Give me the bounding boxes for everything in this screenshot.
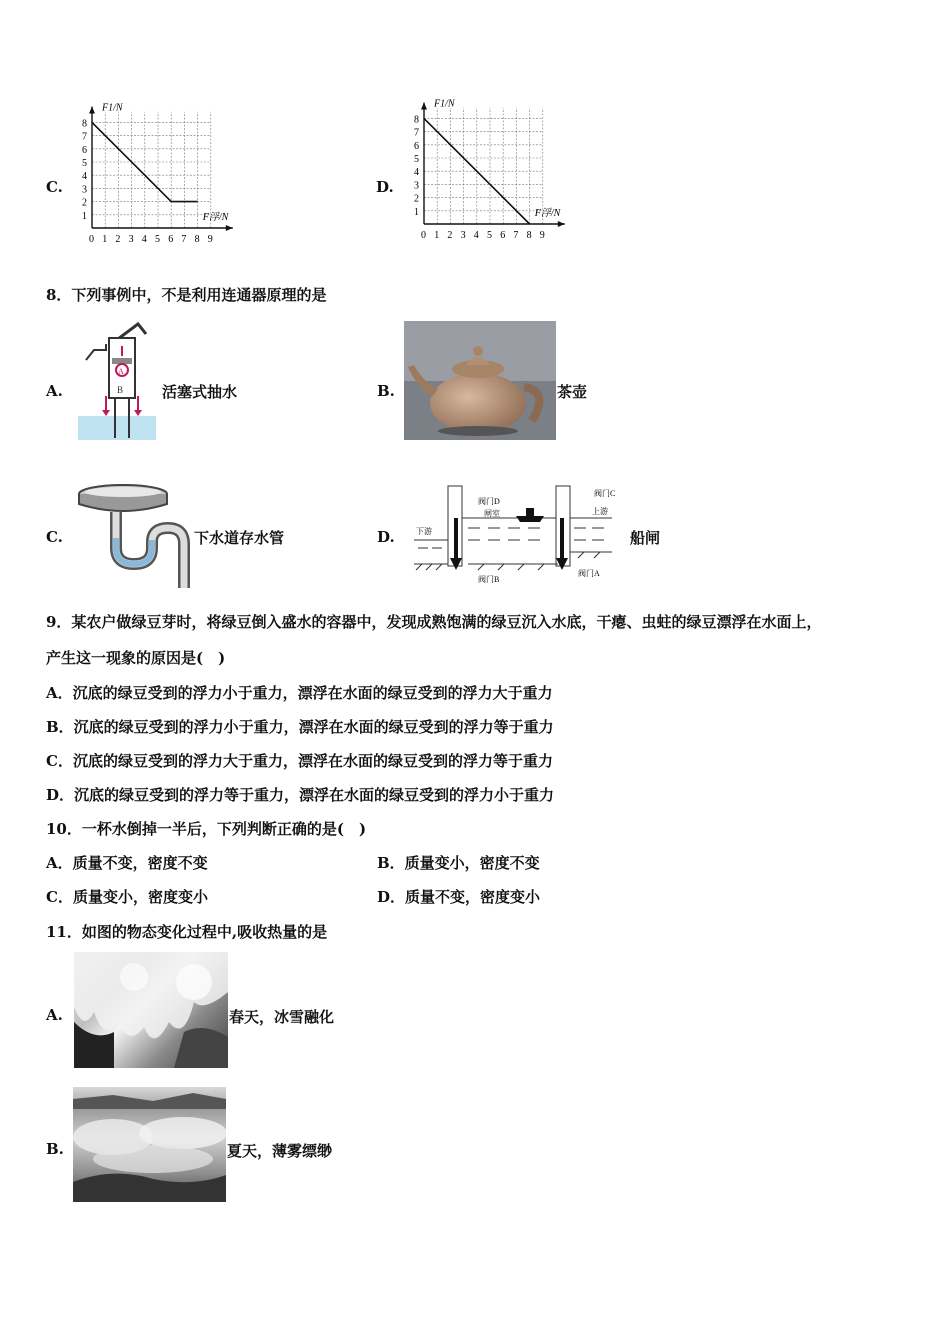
- graph-c-x-label: F浮/N: [202, 212, 229, 223]
- graph-d-x-tick: 9: [539, 230, 545, 241]
- graph-d-y-tick: 6: [414, 140, 419, 152]
- graph-d-x-label: F浮/N: [534, 208, 561, 219]
- q8-option-b-text: 茶壶: [557, 383, 588, 401]
- q11-option-a-label: A.: [46, 1006, 63, 1024]
- q9-question-line2: 产生这一现象的原因是( ): [46, 649, 226, 667]
- q11-question: 11．如图的物态变化过程中,吸收热量的是: [46, 923, 328, 941]
- piston-pump-image: [76, 320, 158, 442]
- svg-text:闸室: 闸室: [484, 509, 500, 518]
- q11-option-a-text: 春天，冰雪融化: [229, 1008, 335, 1026]
- drain-trap-image: [76, 478, 194, 590]
- svg-text:A: A: [118, 367, 124, 376]
- graph-c-x-tick: 5: [155, 234, 160, 245]
- graph-d-x-tick: 5: [487, 230, 492, 241]
- graph-d-x-tick: 3: [460, 230, 466, 241]
- q8-option-a-text: 活塞式抽水: [162, 383, 238, 401]
- mist-image: [73, 1087, 226, 1202]
- q7-option-d-graph: [408, 98, 588, 248]
- q9-option-c: C．沉底的绿豆受到的浮力大于重力，漂浮在水面的绿豆受到的浮力等于重力: [46, 752, 553, 770]
- graph-d-y-tick: 2: [414, 193, 419, 205]
- graph-c-y-tick: 5: [82, 158, 87, 169]
- q11-option-b-label: B.: [46, 1140, 64, 1158]
- q8-option-c-label: C.: [46, 528, 63, 546]
- graph-d-y-tick: 1: [414, 206, 419, 218]
- graph-c-y-label: F1/N: [102, 102, 123, 114]
- q9-option-a: A．沉底的绿豆受到的浮力小于重力，漂浮在水面的绿豆受到的浮力大于重力: [46, 684, 553, 702]
- q9-option-d: D．沉底的绿豆受到的浮力等于重力，漂浮在水面的绿豆受到的浮力小于重力: [46, 786, 555, 804]
- q10-option-c: C．质量变小，密度变小: [46, 888, 208, 906]
- graph-c-y-tick: 8: [82, 118, 87, 130]
- q10-option-b: B．质量变小，密度不变: [377, 854, 540, 872]
- graph-c-x-tick: 2: [115, 234, 121, 245]
- graph-c-x-tick: 3: [128, 234, 134, 245]
- q10-option-d: D．质量不变，密度变小: [377, 888, 541, 906]
- graph-c-y-tick: 2: [82, 197, 87, 209]
- graph-d-x-tick: 8: [526, 230, 532, 241]
- graph-d-y-arrow: [421, 103, 427, 110]
- graph-d-x-tick: 6: [500, 230, 506, 241]
- graph-d-y-tick: 8: [414, 114, 419, 126]
- q9-question-line1: 9．某农户做绿豆芽时，将绿豆倒入盛水的容器中，发现成熟饱满的绿豆沉入水底，干瘪、虫蛀的绿豆漂浮在水面上，: [46, 613, 822, 631]
- teapot-image: [404, 321, 556, 440]
- q7-option-c-label: C.: [46, 178, 63, 196]
- svg-text:阀门D: 阀门D: [478, 497, 500, 506]
- svg-text:B: B: [117, 385, 124, 395]
- svg-text:上游: 上游: [592, 507, 608, 516]
- graph-d-grid: [424, 108, 543, 224]
- graph-d-y-label: F1/N: [434, 98, 455, 110]
- svg-text:下游: 下游: [416, 527, 432, 536]
- graph-c-x-tick: 9: [207, 234, 213, 245]
- graph-d-y-tick: 3: [414, 180, 419, 192]
- q7-option-c-graph: [76, 102, 256, 250]
- graph-d-x-arrow: [558, 221, 565, 227]
- svg-text:阀门C: 阀门C: [594, 489, 616, 498]
- graph-c-y-tick: 3: [82, 184, 87, 196]
- q8-option-d-text: 船闸: [630, 529, 661, 547]
- graph-c-x-tick: 7: [181, 234, 187, 245]
- graph-c-y-tick: 6: [82, 144, 87, 156]
- graph-c-x-tick: 1: [102, 234, 108, 245]
- graph-d-y-tick: 5: [414, 154, 419, 165]
- q9-option-b: B．沉底的绿豆受到的浮力小于重力，漂浮在水面的绿豆受到的浮力等于重力: [46, 718, 554, 736]
- q10-option-a: A．质量不变，密度不变: [46, 854, 208, 872]
- graph-c-x-tick: 0: [89, 234, 94, 245]
- ice-melting-image: [74, 952, 228, 1068]
- graph-d-x-tick: 4: [473, 230, 479, 241]
- graph-c-y-tick: 4: [82, 171, 87, 183]
- graph-c-x-arrow: [226, 225, 233, 231]
- graph-c-x-tick: 8: [194, 234, 200, 245]
- graph-d-y-tick: 4: [414, 167, 419, 179]
- ship-lock-image: [408, 478, 618, 584]
- q10-question: 10．一杯水倒掉一半后，下列判断正确的是( ): [46, 820, 367, 838]
- q8-option-a-label: A.: [46, 382, 63, 400]
- graph-c-grid: [92, 112, 211, 228]
- graph-d-x-tick: 0: [421, 230, 426, 241]
- graph-d-x-tick: 1: [434, 230, 440, 241]
- graph-c-y-tick: 7: [82, 131, 87, 143]
- svg-text:阀门A: 阀门A: [578, 569, 600, 578]
- graph-d-x-tick: 7: [513, 230, 519, 241]
- graph-d-x-tick: 2: [447, 230, 453, 241]
- graph-c-y-tick: 1: [82, 210, 87, 222]
- q8-option-b-label: B.: [377, 382, 395, 400]
- q7-option-d-label: D.: [376, 178, 394, 196]
- graph-d-y-tick: 7: [414, 127, 419, 139]
- q8-option-d-label: D.: [377, 528, 395, 546]
- graph-c-x-tick: 4: [141, 234, 147, 245]
- graph-c-y-arrow: [89, 107, 95, 114]
- svg-text:阀门B: 阀门B: [478, 575, 500, 584]
- q8-question: 8．下列事例中，不是利用连通器原理的是: [46, 286, 327, 304]
- q11-option-b-text: 夏天，薄雾缥缈: [227, 1142, 333, 1160]
- q8-option-c-text: 下水道存水管: [194, 529, 285, 547]
- graph-c-x-tick: 6: [168, 234, 174, 245]
